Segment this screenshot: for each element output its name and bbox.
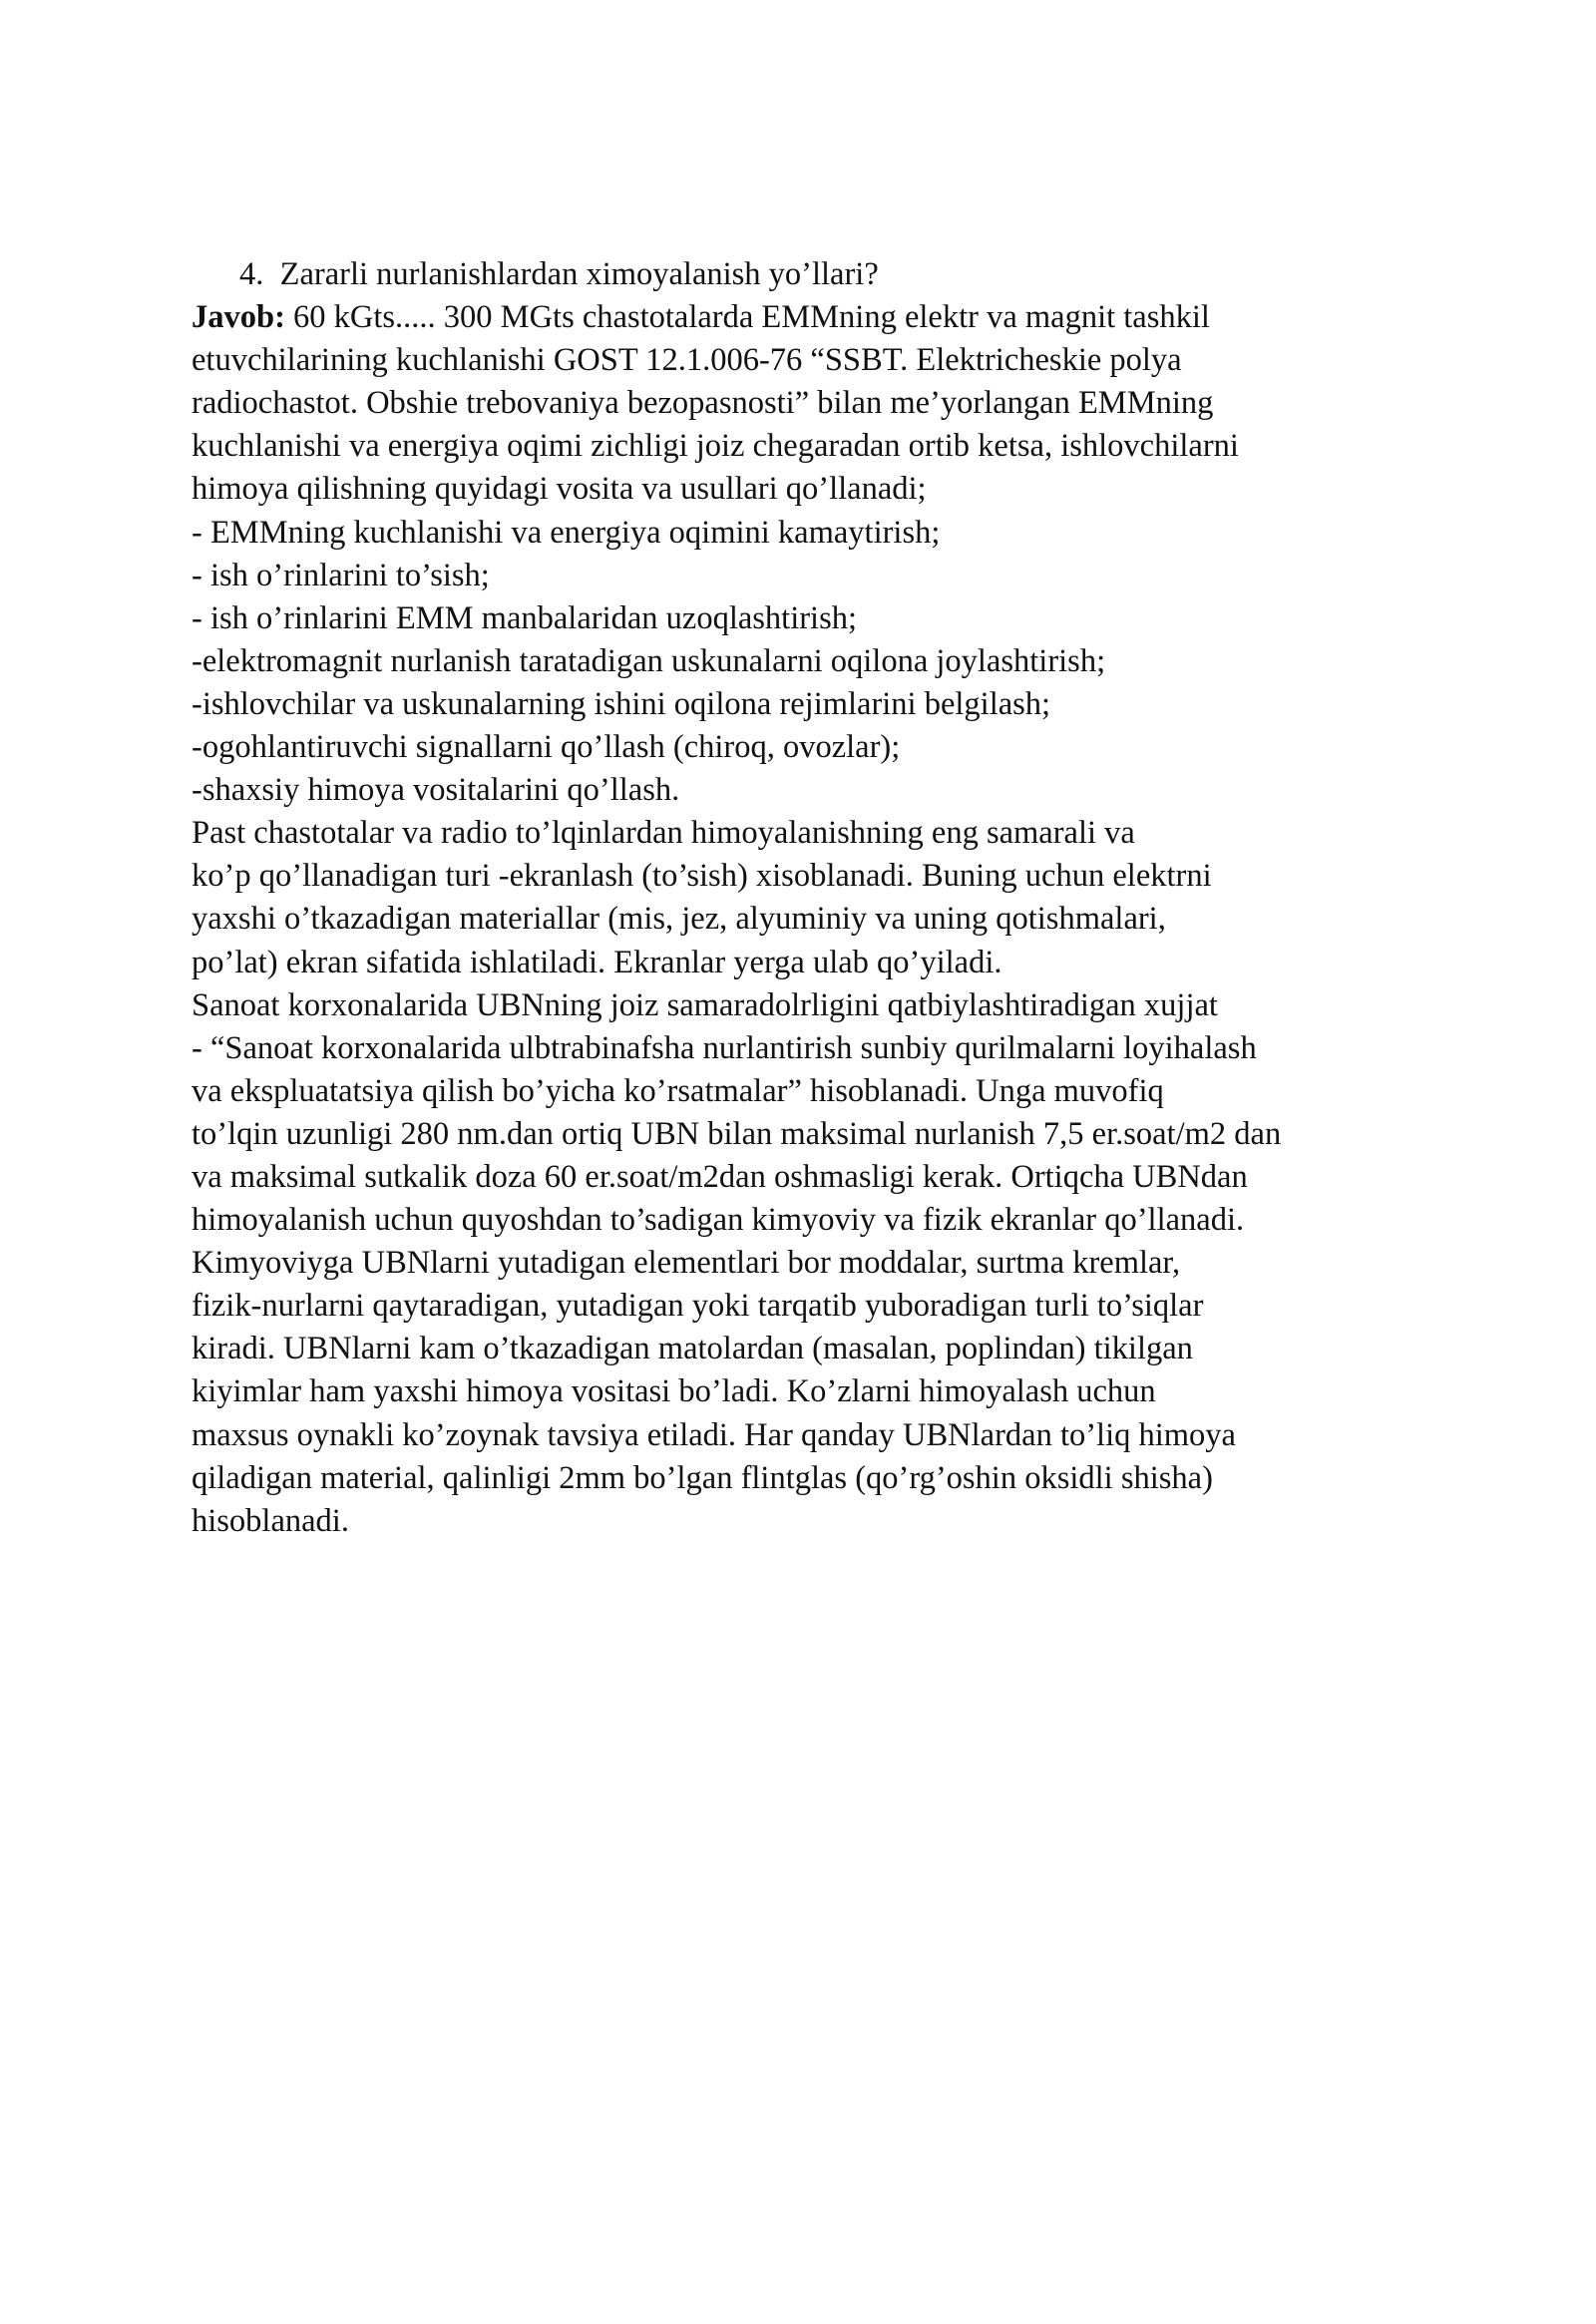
text-line: ko’p qo’llanadigan turi -ekranlash (to’sish) xisoblanadi. Buning uchun elektrni (192, 858, 1212, 895)
list-item: -shaxsiy himoya vositalarini qo’llash. (192, 772, 680, 809)
question-heading (192, 253, 1488, 296)
text-line: - “Sanoat korxonalarida ulbtrabinafsha nurlantirish sunbiy qurilmalarni loyihalash (192, 1029, 1257, 1066)
text-line: fizik-nurlarni qaytaradigan, yutadigan yoki tarqatib yuboradigan turli to’siqlar (192, 1288, 1204, 1325)
answer-label: Javob: (192, 299, 285, 336)
question-text: Zararli nurlanishlardan ximoyalanish yo’llari? (279, 256, 879, 292)
text-line: va ekspluatatsiya qilish bo’yicha ko’rsatmalar” hisoblanadi. Unga muvofiq (192, 1072, 1164, 1109)
list-item: - EMMning kuchlanishi va energiya oqimini kamaytirish; (192, 514, 941, 551)
text-line: Sanoat korxonalarida UBNning joiz samaradolrligini qatbiylashtiradigan xujjat (192, 986, 1218, 1023)
list-item: -ishlovchilar va uskunalarning ishini oqilona rejimlarini belgilash; (192, 685, 1051, 722)
text-line: to’lqin uzunligi 280 nm.dan ortiq UBN bilan maksimal nurlanish 7,5 er.soat/m2 dan (192, 1115, 1282, 1152)
text-line: etuvchilarining kuchlanishi GOST 12.1.006-76 “SSBT. Elektricheskie polya (192, 342, 1182, 379)
text-line: himoyalanish uchun quyoshdan to’sadigan kimyoviy va fizik ekranlar qo’llanadi. (192, 1202, 1245, 1239)
list-item: - ish o’rinlarini EMM manbalaridan uzoqlashtirish; (192, 599, 858, 636)
text-line: radiochastot. Obshie trebovaniya bezopasnosti” bilan me’yorlangan EMMning (192, 385, 1214, 422)
text-line: po’lat) ekran sifatida ishlatiladi. Ekranlar yerga ulab qo’yiladi. (192, 944, 1002, 980)
text-line: kiyimlar ham yaxshi himoya vositasi bo’ladi. Ko’zlarni himoyalash uchun (192, 1373, 1156, 1410)
list-item: -ogohlantiruvchi signallarni qo’llash (chiroq, ovozlar); (192, 729, 901, 766)
text-line: kuchlanishi va energiya oqimi zichligi joiz chegaradan ortib ketsa, ishlovchilarni (192, 428, 1239, 465)
text-line: maxsus oynakli ko’zoynak tavsiya etiladi. Har qanday UBNlardan to’liq himoya (192, 1416, 1236, 1453)
answer-first-line-text: 60 kGts..... 300 MGts chastotalarda EMMning elektr va magnit tashkil (284, 299, 1210, 336)
list-item: - ish o’rinlarini to’sish; (192, 557, 490, 593)
text-line: kiradi. UBNlarni kam o’tkazadigan matolardan (masalan, poplindan) tikilgan (192, 1331, 1193, 1367)
document-body (192, 253, 1488, 1543)
text-line: yaxshi o’tkazadigan materiallar (mis, jez, alyuminiy va uning qotishmalari, (192, 901, 1166, 938)
text-line: hisoblanadi. (192, 1502, 349, 1539)
text-line: va maksimal sutkalik doza 60 er.soat/m2dan oshmasligi kerak. Ortiqcha UBNdan (192, 1158, 1248, 1195)
text-line: himoya qilishning quyidagi vosita va usullari qo’llanadi; (192, 471, 927, 508)
answer-first-line (192, 296, 1488, 339)
text-line: qiladigan material, qalinligi 2mm bo’lgan flintglas (qo’rg’oshin oksidli shisha) (192, 1459, 1213, 1496)
text-line: Past chastotalar va radio to’lqinlardan himoyalanishning eng samarali va (192, 815, 1135, 852)
text-line: Kimyoviyga UBNlarni yutadigan elementlari bor moddalar, surtma kremlar, (192, 1245, 1181, 1282)
question-number: 4. (239, 256, 264, 292)
list-item: -elektromagnit nurlanish taratadigan uskunalarni oqilona joylashtirish; (192, 642, 1106, 679)
